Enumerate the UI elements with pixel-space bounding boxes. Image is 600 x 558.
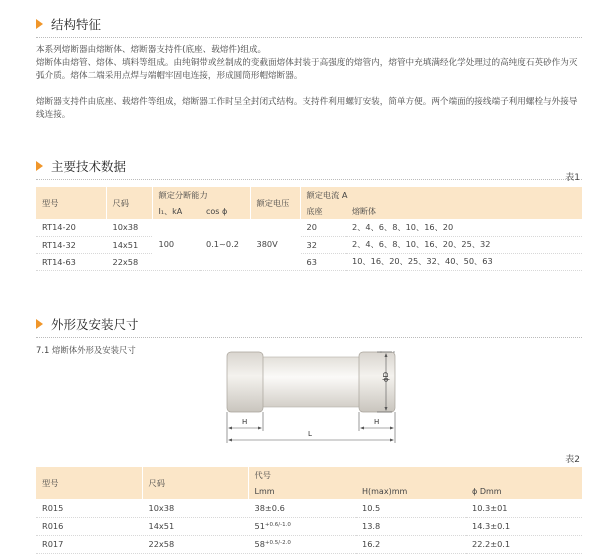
- header-model: 型号: [42, 477, 59, 488]
- label-h-left: H: [242, 418, 248, 426]
- header-i1: I₁、kA: [152, 204, 200, 219]
- cell-model: R015: [36, 499, 142, 517]
- cell-size: 14x51: [142, 517, 248, 535]
- cell-model: R017: [36, 535, 142, 553]
- paragraph-fuse-body: 熔断体由熔管、熔体、填料等组成。由纯铜带或丝制成的变截面熔体封装于高强度的熔管内，熔管中充填满经化学处理过的高纯度石英砂作为灭弧介质。熔体二端采用点焊与端帽牢固电连接，形成圆筒形帽熔断器。: [36, 58, 578, 81]
- fuse-outline-diagram: [200, 345, 420, 451]
- table-row: [36, 253, 582, 270]
- cell-height: 13.8: [356, 517, 466, 535]
- label-diameter: ϕD: [382, 371, 390, 382]
- table-row: [36, 499, 582, 517]
- paragraph-intro: 本系列熔断器由熔断体、熔断器支持件(底座、载熔件)组成。: [36, 45, 267, 55]
- cell-height: 16.2: [356, 535, 466, 553]
- header-base: 底座: [300, 204, 346, 219]
- dimensions-table: [36, 467, 582, 554]
- table-number: 表1: [565, 173, 580, 183]
- fuse-body: [227, 352, 395, 412]
- cell-cos-phi: 0.1~0.2: [200, 219, 250, 270]
- divider: [36, 37, 582, 38]
- cell-diameter: 22.2±0.1: [466, 535, 582, 553]
- cell-size: 10x38: [142, 499, 248, 517]
- header-model: 型号: [42, 197, 59, 208]
- subsection-title: 7.1 熔断体外形及安装尺寸: [36, 345, 136, 355]
- header-rated-voltage: 额定电压: [250, 187, 300, 219]
- cell-model: R016: [36, 517, 142, 535]
- triangle-bullet-icon: [36, 161, 43, 171]
- cell-length: $58^{+0.5/-2.0}$: [248, 535, 356, 553]
- header-breaking-capacity: 额定分断能力: [152, 187, 250, 204]
- header-size: 尺码: [106, 187, 152, 219]
- section-title-dimensions: [36, 314, 139, 334]
- cell-fuse: 10、16、20、25、32、40、50、63: [346, 253, 582, 270]
- cell-fuse: 2、4、6、8、10、16、20: [346, 219, 582, 236]
- cell-size: 22x58: [142, 535, 248, 553]
- label-length: L: [308, 430, 312, 438]
- section-title-tech-data: [36, 156, 126, 176]
- cell-length: 38±0.6: [248, 499, 356, 517]
- tolerance-upper: +0.5: [264, 540, 279, 546]
- divider: [36, 179, 582, 180]
- divider: [36, 337, 582, 338]
- cell-diameter: 10.3±01: [466, 499, 582, 517]
- cell-model: RT14-20: [36, 219, 106, 236]
- header-size: 尺码: [142, 467, 248, 499]
- table-row: [36, 219, 582, 236]
- paragraph-support: 熔断器支持件由底座、载熔件等组成，熔断器工作时呈全封闭式结构。支持件利用螺钉安装，简单方便。两个端面的接线端子利用螺栓与外接导线连接。: [36, 97, 578, 120]
- header-height: H(max)mm: [362, 486, 408, 496]
- tolerance-lower: -1.0: [280, 522, 291, 528]
- header-diameter: ϕ Dmm: [472, 486, 502, 496]
- cell-diameter: 14.3±0.1: [466, 517, 582, 535]
- table-row: [36, 517, 582, 535]
- cell-base: 63: [300, 253, 346, 270]
- cell-voltage: 380V: [250, 219, 300, 270]
- cell-base: 32: [300, 236, 346, 253]
- triangle-bullet-icon: [36, 19, 43, 29]
- table-number: 表2: [565, 455, 580, 465]
- header-length: Lmm: [248, 483, 356, 499]
- table-row: [36, 535, 582, 553]
- header-fuse: 熔断体: [352, 207, 376, 216]
- cell-model: RT14-63: [36, 253, 106, 270]
- cell-fuse: 2、4、6、8、10、16、20、25、32: [346, 236, 582, 253]
- section-title-text: 主要技术数据: [51, 159, 127, 174]
- tolerance-upper: +0.6: [264, 522, 279, 528]
- cell-height: 10.5: [356, 499, 466, 517]
- cell-size: 14x51: [106, 236, 152, 253]
- cell-length: $51^{+0.6/-1.0}$: [248, 517, 356, 535]
- section-title-text: 外形及安装尺寸: [51, 317, 139, 332]
- header-code: 代号: [248, 467, 582, 483]
- triangle-bullet-icon: [36, 319, 43, 329]
- table-row: [36, 236, 582, 253]
- label-h-right: H: [374, 418, 380, 426]
- header-rated-current: 额定电流 A: [300, 187, 582, 204]
- cell-size: 22x58: [106, 253, 152, 270]
- cell-size: 10x38: [106, 219, 152, 236]
- cell-i1: 100: [152, 219, 200, 270]
- section-title-structure: [36, 14, 101, 34]
- header-cos-phi: cos ϕ: [206, 207, 228, 216]
- tech-data-table: [36, 187, 582, 271]
- cell-base: 20: [300, 219, 346, 236]
- cell-model: RT14-32: [36, 236, 106, 253]
- tolerance-lower: -2.0: [280, 540, 291, 546]
- section-title-text: 结构特征: [51, 17, 102, 32]
